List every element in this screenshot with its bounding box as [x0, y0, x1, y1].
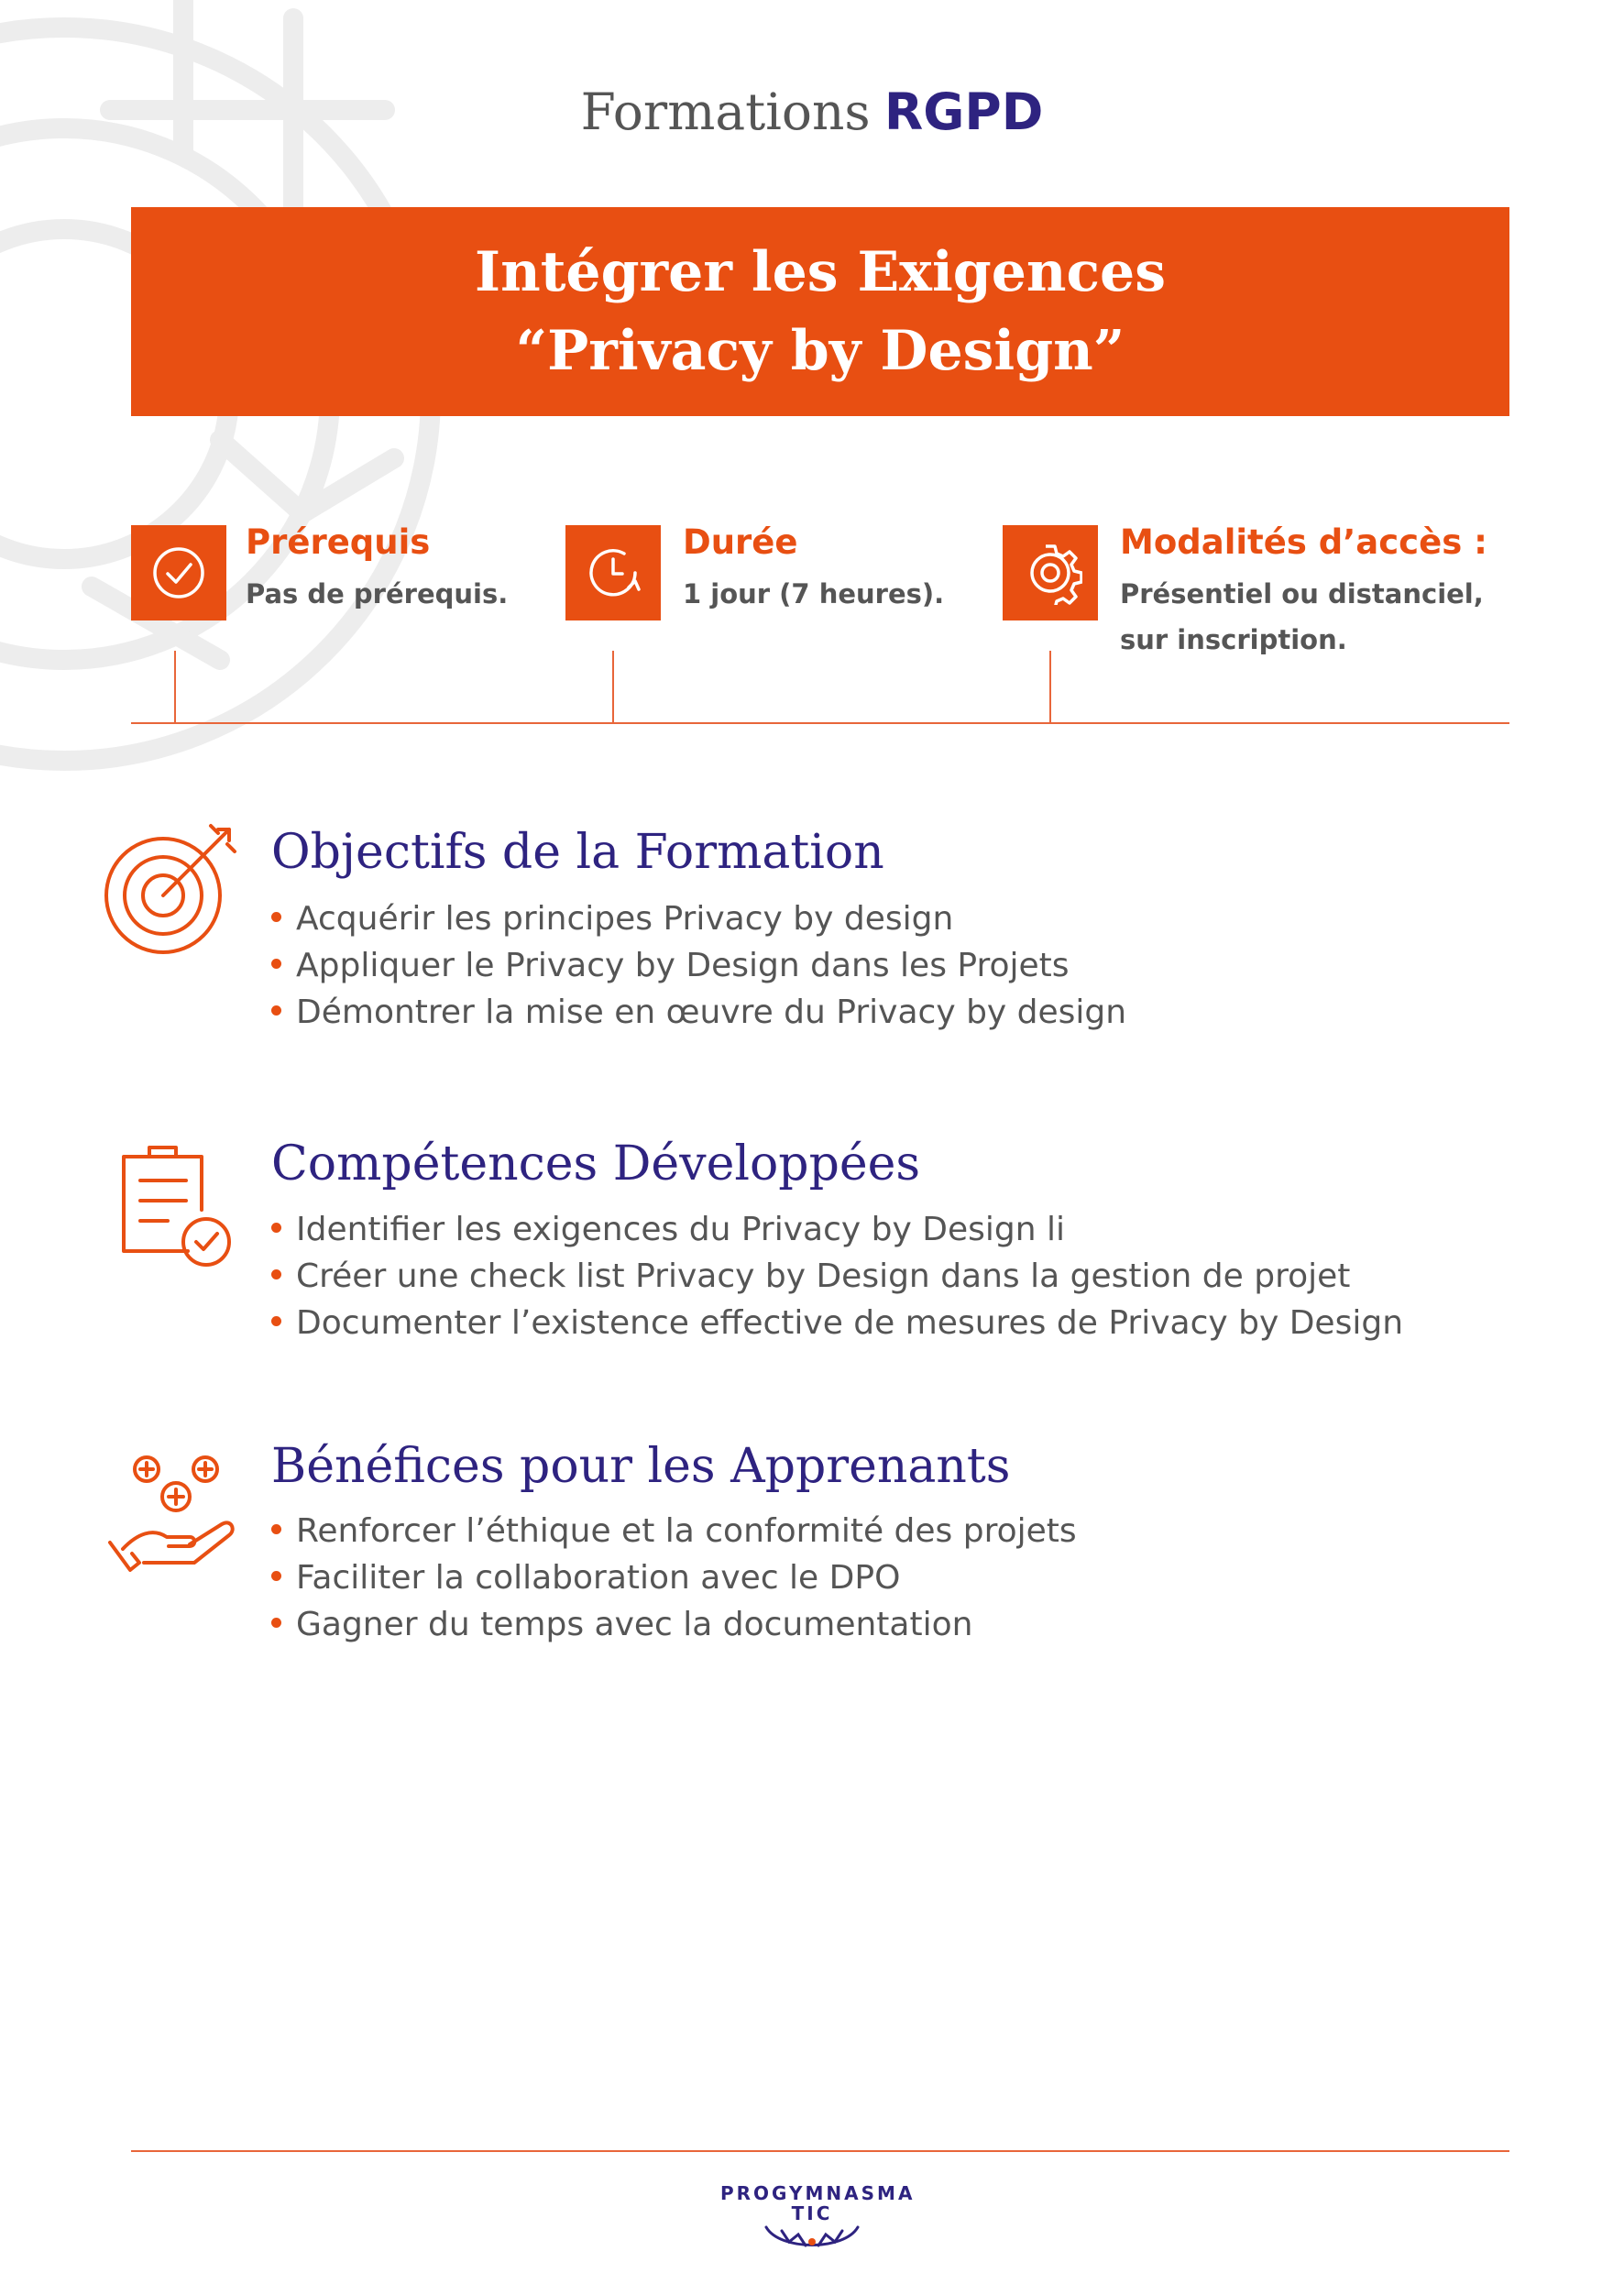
check-circle-icon — [131, 525, 226, 620]
section-title-competences: Compétences Développées — [271, 1136, 921, 1191]
info-text-modalites-1: Présentiel ou distanciel, — [1120, 578, 1484, 609]
list-objectifs — [271, 895, 1126, 1036]
info-text-modalites-2: sur inscription. — [1120, 624, 1347, 655]
info-title-duree: Durée — [683, 522, 798, 562]
divider — [612, 651, 614, 722]
clock-icon — [565, 525, 661, 620]
list-item: Gagner du temps avec la documentation — [271, 1601, 1077, 1648]
logo-text-line2: TIC — [791, 2202, 833, 2224]
footer-logo — [720, 2182, 916, 2266]
page-header — [0, 82, 1624, 141]
hand-coins-icon — [103, 1453, 240, 1581]
info-title-prerequis: Prérequis — [246, 522, 431, 562]
banner-title-line1: Intégrer les Exigences — [475, 240, 1166, 304]
title-banner — [131, 207, 1509, 416]
target-icon — [101, 820, 238, 958]
gear-icon — [1003, 525, 1098, 620]
list-item: Démontrer la mise en œuvre du Privacy by design — [271, 989, 1126, 1036]
banner-title-line2: “Privacy by Design” — [515, 319, 1125, 383]
logo-text-line1: PROGYMNASMA — [720, 2182, 916, 2204]
list-item: Renforcer l’éthique et la conformité des projets — [271, 1508, 1077, 1554]
list-competences — [271, 1206, 1403, 1346]
info-text-prerequis: Pas de prérequis. — [246, 578, 509, 609]
header-accent: RGPD — [883, 82, 1044, 141]
list-item: Identifier les exigences du Privacy by Design li — [271, 1206, 1403, 1253]
info-title-modalites: Modalités d’accès : — [1120, 522, 1487, 562]
section-title-benefices: Bénéfices pour les Apprenants — [271, 1439, 1011, 1494]
clipboard-check-icon — [115, 1136, 234, 1274]
footer-divider — [131, 2150, 1509, 2152]
list-benefices — [271, 1508, 1077, 1648]
divider — [1049, 651, 1051, 722]
list-item: Faciliter la collaboration avec le DPO — [271, 1554, 1077, 1601]
logo-mark-icon — [762, 2224, 862, 2257]
list-item: Créer une check list Privacy by Design dans la gestion de projet — [271, 1253, 1403, 1300]
list-item: Acquérir les principes Privacy by design — [271, 895, 1126, 942]
list-item: Documenter l’existence effective de mesures de Privacy by Design — [271, 1300, 1403, 1346]
section-title-objectifs: Objectifs de la Formation — [271, 825, 884, 880]
divider — [174, 651, 176, 722]
divider — [131, 722, 1509, 724]
info-text-duree: 1 jour (7 heures). — [683, 578, 945, 609]
list-item: Appliquer le Privacy by Design dans les Projets — [271, 942, 1126, 989]
header-prefix: Formations — [580, 82, 871, 141]
